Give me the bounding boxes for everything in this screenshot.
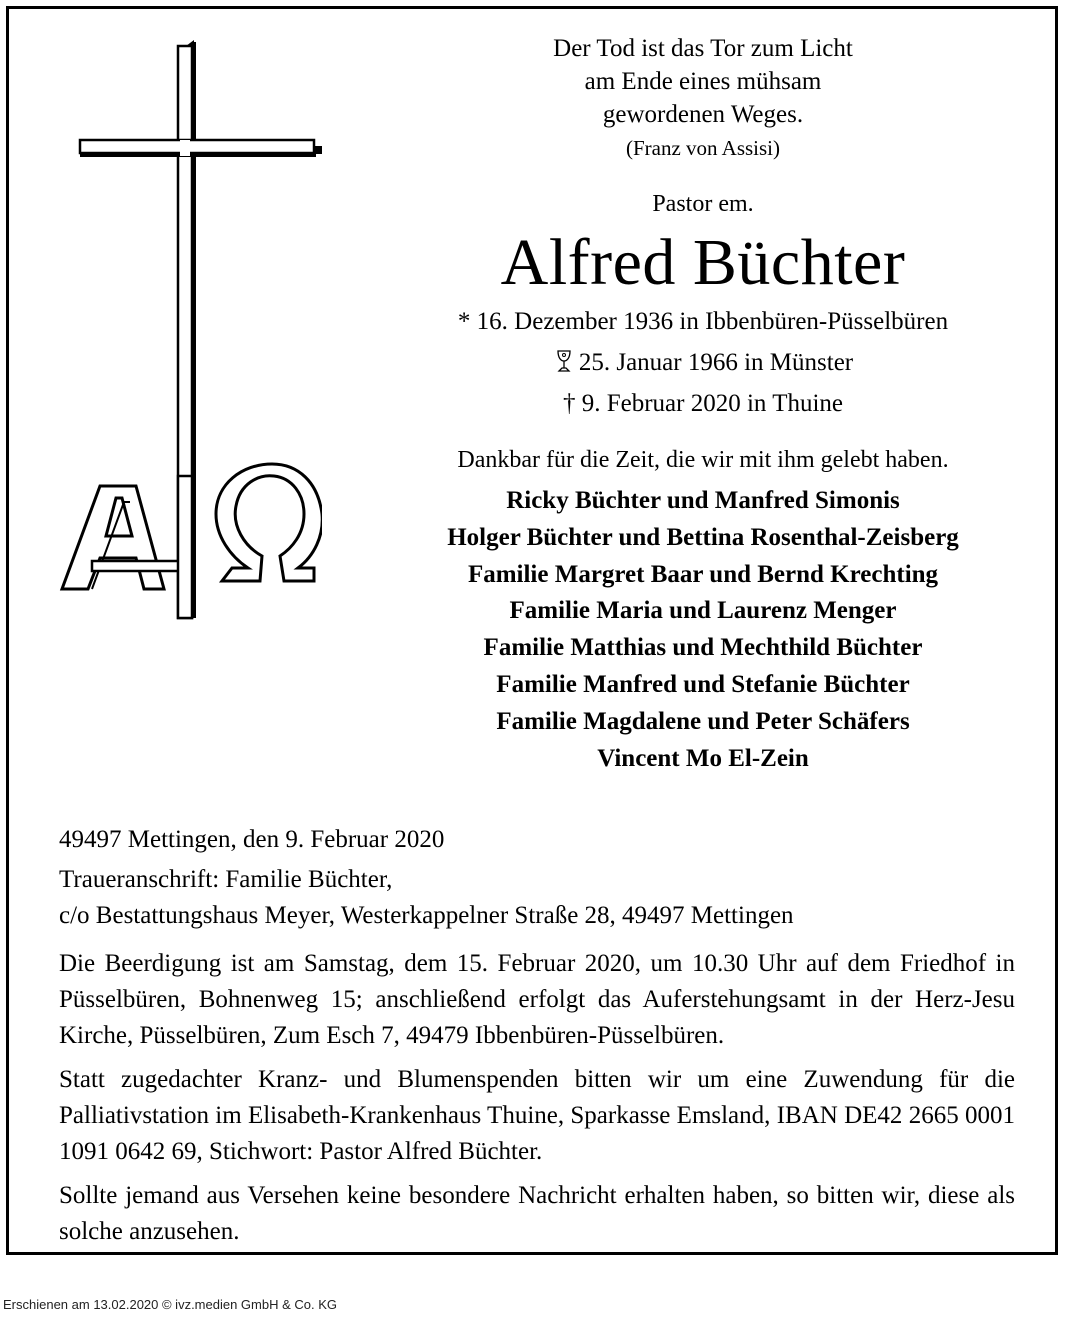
deceased-name: Alfred Büchter — [500, 226, 906, 299]
quote-author: (Franz von Assisi) — [626, 136, 780, 160]
notice-info: Sollte jemand aus Versehen keine besondere Nachricht erhalten haben, so bitten wir, diese als solche anzusehen. — [59, 1182, 1015, 1245]
quote-line: gewordenen Weges. — [602, 101, 804, 128]
obituary-main — [372, 32, 1034, 777]
mourner-item: Familie Magdalene und Peter Schäfers — [496, 707, 910, 735]
cross-alpha-omega-icon — [52, 36, 322, 626]
mourner-item: Familie Matthias und Mechthild Büchter — [483, 634, 923, 662]
funeral-info: Die Beerdigung ist am Samstag, dem 15. Februar 2020, um 10.30 Uhr auf dem Friedhof in Püsselbüren, Bohnenweg 15; anschließend erfolgt das Auferstehungsamt in der Herz-Jesu Kirche, Püsselbüren, Zum Esch 7, 49479 Ibbenbüren-Püsselbüren. — [59, 950, 1015, 1049]
mourner-item: Familie Margret Baar und Bernd Krechting — [467, 560, 939, 588]
quote-line: Der Tod ist das Tor zum Licht — [553, 35, 853, 62]
quote — [372, 32, 1034, 131]
donation-info: Statt zugedachter Kranz- und Blumenspenden bitten wir um eine Zuwendung für die Palliativstation im Elisabeth-Krankenhaus Thuine, Sparkasse Emsland, IBAN DE42 2665 0001 1091 0642 69, Stichwort: Pastor Alfred Büchter. — [59, 1066, 1015, 1165]
quote-line: am Ende eines mühsam — [584, 68, 822, 95]
publication-footer: Erschienen am 13.02.2020 © ivz.medien GmbH & Co. KG — [3, 1297, 338, 1312]
mourner-item: Familie Manfred und Stefanie Büchter — [496, 670, 910, 698]
birth-date: * 16. Dezember 1936 in Ibbenbüren-Püsselbüren — [457, 308, 949, 335]
place-date: 49497 Mettingen, den 9. Februar 2020 — [59, 826, 445, 853]
chalice-icon — [553, 349, 575, 373]
mourner-item: Ricky Büchter und Manfred Simonis — [506, 487, 900, 514]
mourner-item: Familie Maria und Laurenz Menger — [509, 597, 897, 625]
address-line: c/o Bestattungshaus Meyer, Westerkappelner Straße 28, 49497 Mettingen — [59, 902, 794, 929]
address-line: Traueranschrift: Familie Büchter, — [59, 866, 393, 893]
mourners-list — [372, 483, 1034, 777]
ordination-date — [372, 342, 1034, 383]
mourner-item: Holger Büchter und Bettina Rosenthal-Zeisberg — [447, 523, 959, 551]
mourner-item: Vincent Mo El-Zein — [597, 744, 809, 772]
death-date: † 9. Februar 2020 in Thuine — [562, 390, 844, 417]
obituary-details — [59, 822, 1015, 1258]
thanks-line: Dankbar für die Zeit, die wir mit ihm gelebt haben. — [457, 447, 949, 473]
ordination-text: 25. Januar 1966 in Münster — [578, 349, 854, 376]
deceased-title: Pastor em. — [652, 191, 754, 217]
